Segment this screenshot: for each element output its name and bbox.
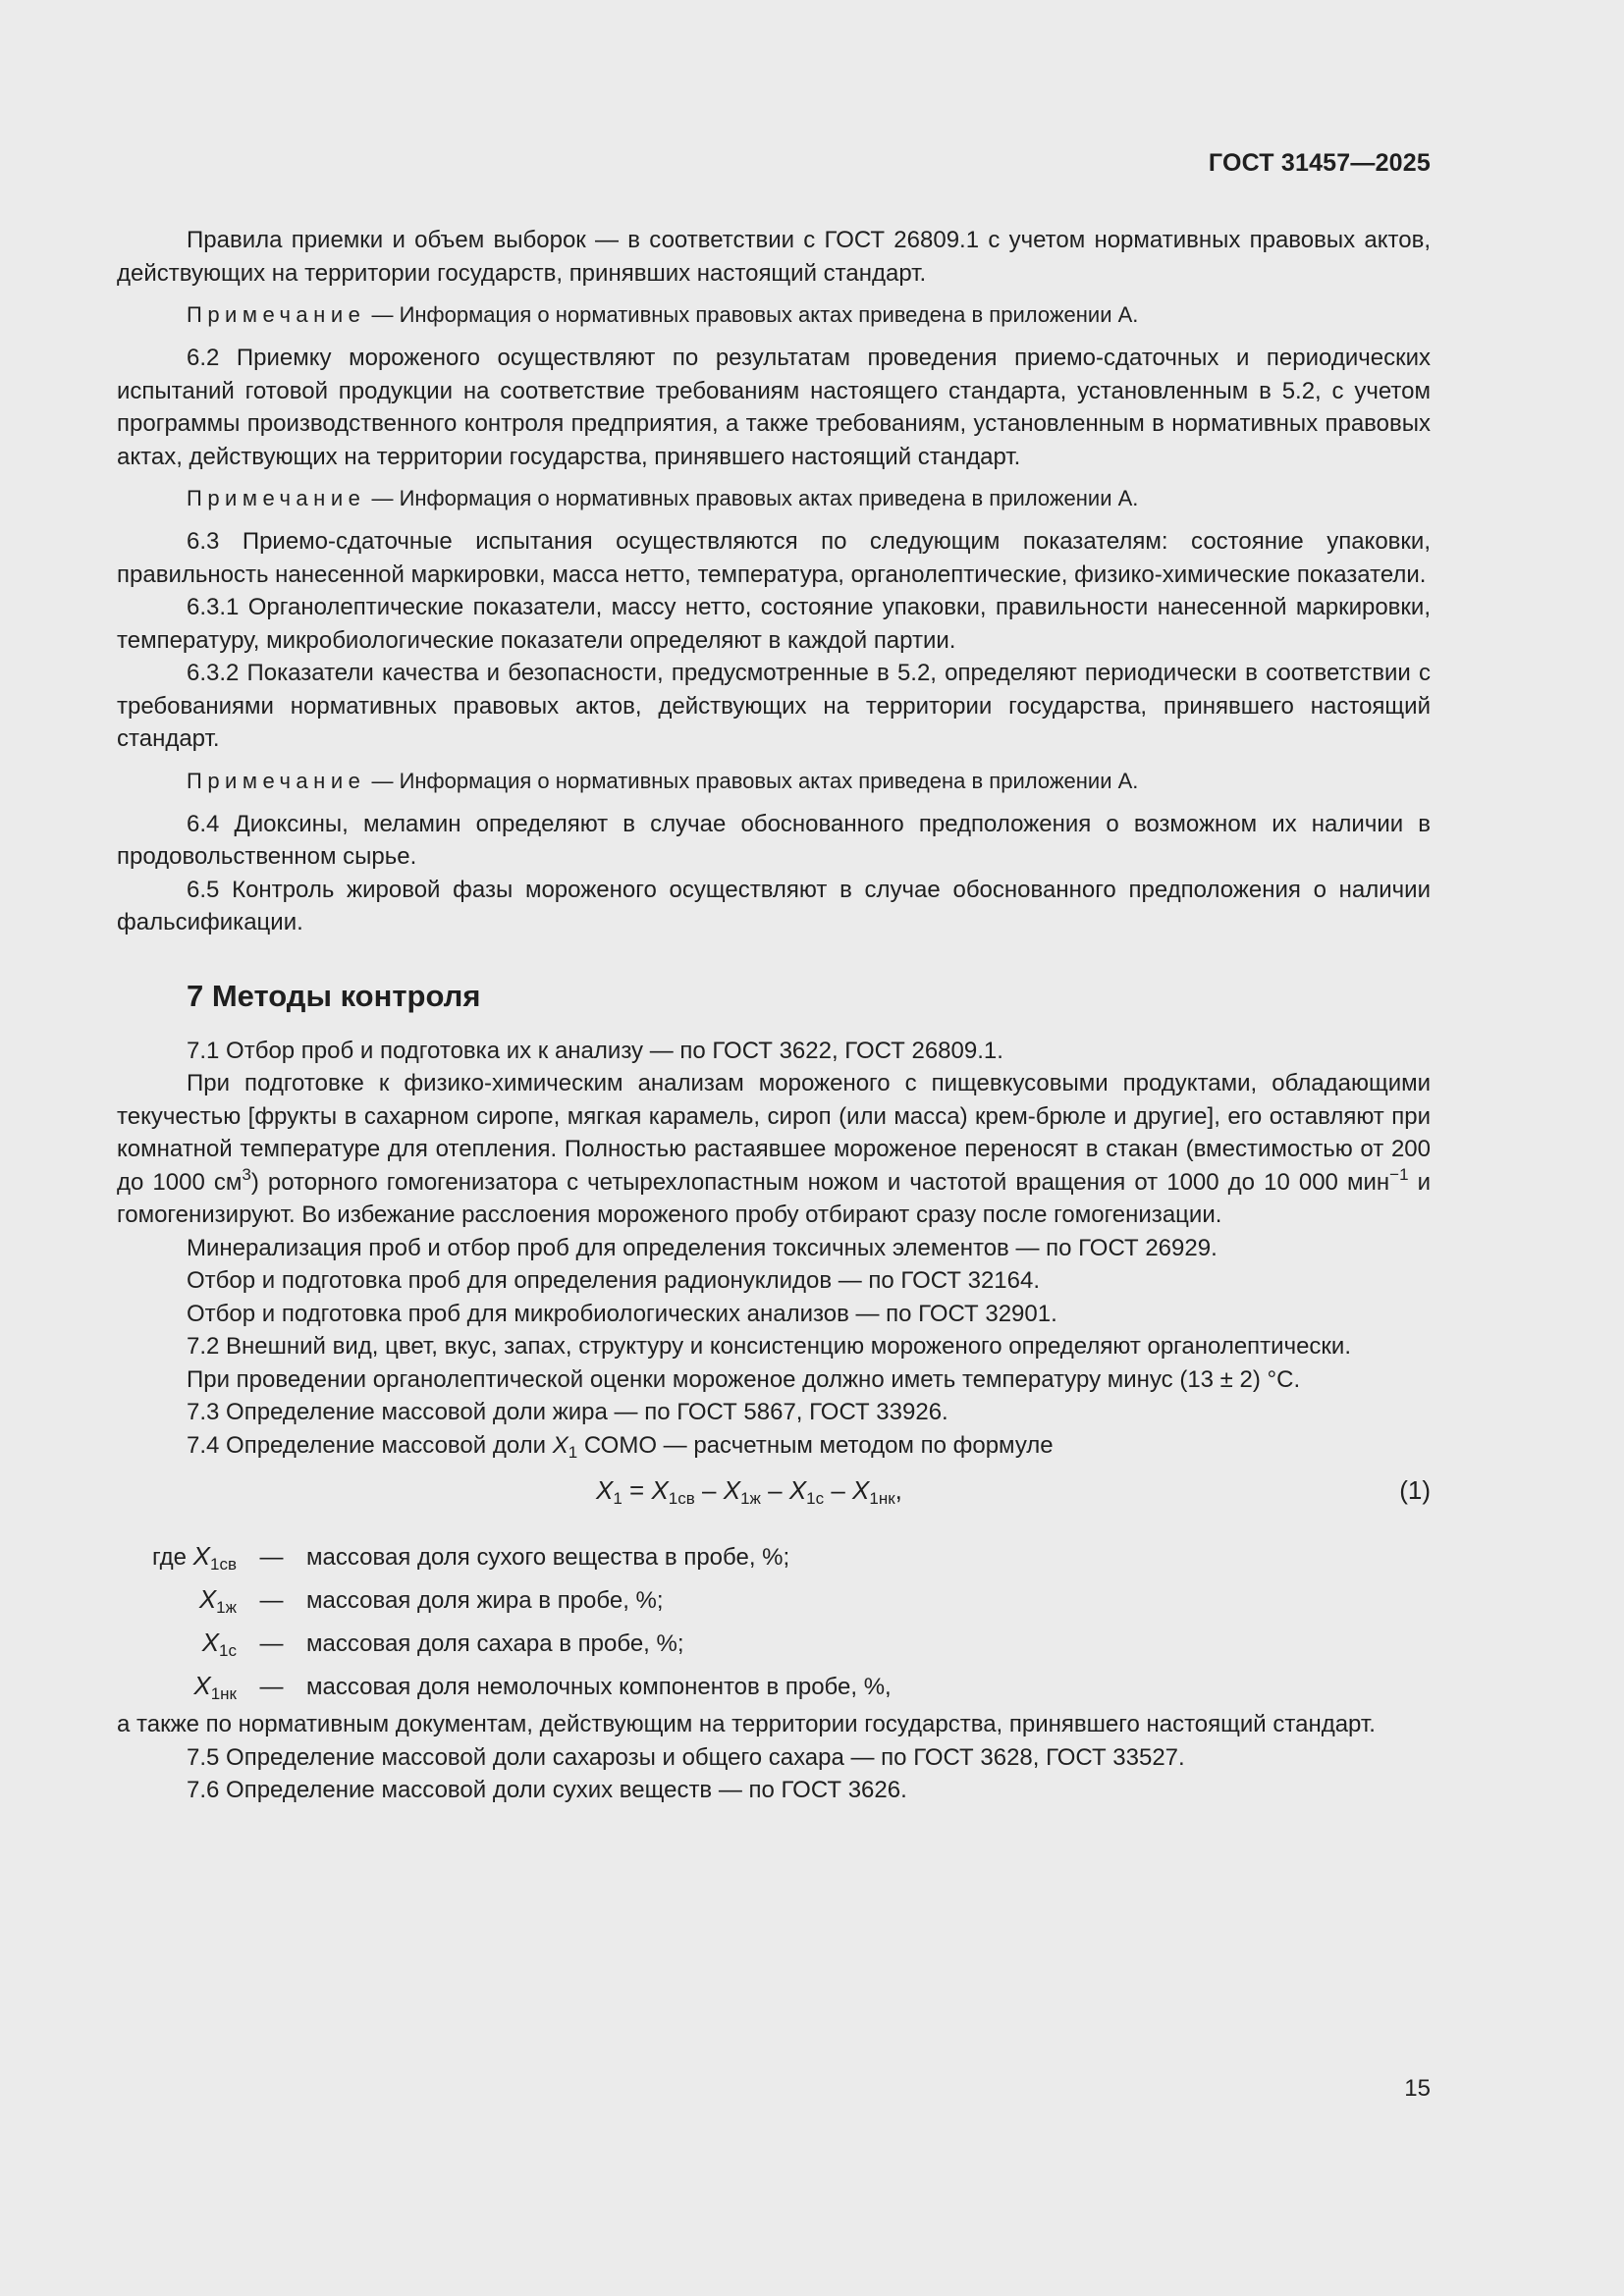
acceptance-rules-paragraph: Правила приемки и объем выборок — в соответствии с ГОСТ 26809.1 с учетом нормативных правовых актов, действующих на территории государств, принявших настоящий стандарт. [117, 227, 1431, 287]
legend-row [117, 1535, 892, 1578]
formula-term: X [651, 1475, 669, 1505]
legend-subscript: 1нк [210, 1684, 237, 1703]
legend-subscript: 1с [219, 1641, 237, 1660]
sample-preparation-paragraph [117, 1067, 1431, 1232]
legend-dash: — [259, 1587, 284, 1614]
formula-legend [117, 1535, 892, 1708]
legend-row [117, 1578, 892, 1622]
legend-text: массовая доля сухого вещества в пробе, %; [306, 1544, 790, 1571]
mineralization-paragraph: Минерализация проб и отбор проб для определения токсичных элементов — по ГОСТ 26929. [187, 1234, 1218, 1261]
formula-row [117, 1474, 1431, 1514]
p7-4-text-a: 7.4 Определение массовой доли [187, 1431, 553, 1459]
note-label: Примечание [187, 486, 366, 510]
note-text: — Информация о нормативных правовых актах приведена в приложении А. [365, 486, 1139, 510]
paragraph-6-2: 6.2 Приемку мороженого осуществляют по результатам проведения приемо-сдаточных и периодических испытаний готовой продукции на соответствие требованиям настоящего стандарта, установленным в 5.2, с учетом программы производственного контроля предприятия, а также требованиям, установленным в нормативных правовых актах, действующих на территории государства, принявшего настоящий стандарт. [117, 345, 1431, 470]
formula-term: X [788, 1475, 807, 1505]
prep-text-c: и гомогенизируют. Во избежание расслоения мороженого пробу отбирают сразу после гомогенизации. [117, 1168, 1432, 1228]
paragraph-7-4 [117, 1429, 1431, 1463]
formula-lhs: X [596, 1475, 614, 1505]
legend-variable: X [193, 1671, 211, 1700]
legend-text: массовая доля немолочных компонентов в пробе, %, [306, 1674, 892, 1700]
legend-row [117, 1665, 892, 1708]
legend-row [117, 1622, 892, 1665]
formula-term-sub: 1св [668, 1489, 695, 1508]
radionuclides-paragraph: Отбор и подготовка проб для определения радионуклидов — по ГОСТ 32164. [187, 1267, 1041, 1294]
paragraph-7-5: 7.5 Определение массовой доли сахарозы и общего сахара — по ГОСТ 3628, ГОСТ 33527. [187, 1743, 1185, 1771]
paragraph-7-6: 7.6 Определение массовой доли сухих веществ — по ГОСТ 3626. [187, 1777, 907, 1803]
cubic-superscript: 3 [242, 1164, 251, 1184]
note [117, 766, 1431, 796]
also-paragraph: а также по нормативным документам, действующим на территории государства, принявшего настоящий стандарт. [117, 1711, 1376, 1737]
formula-term-sub: 1нк [869, 1489, 895, 1508]
page-body [117, 224, 1431, 1807]
paragraph-6-3: 6.3 Приемо-сдаточные испытания осуществляются по следующим показателям: состояние упаковки, правильность нанесенной маркировки, масса нетто, температура, органолептические, физико-химические показатели. [117, 528, 1431, 588]
document-header: ГОСТ 31457—2025 [1208, 149, 1431, 177]
formula-1: $X_1 = X_{1св} - X_{1ж} - X_{1с} - X_{1нк}$, [596, 1475, 902, 1508]
paragraph-6-3-2: 6.3.2 Показатели качества и безопасности, предусмотренные в 5.2, определяют периодически в соответствии с требованиями нормативных правовых актов, действующих на территории государства, принявшего настоящий стандарт. [117, 660, 1431, 752]
prep-text-a: При подготовке к физико-химическим анализам мороженого с пищевкусовыми продуктами, обладающими текучестью [фрукты в сахарном сиропе, мягкая карамель, сироп (или масса) крем-брюле и другие], его оставляют при комнатной температуре для отепления. Полностью растаявшее мороженое переносят в стакан (вместимостью от 200 до 1000 см [117, 1070, 1431, 1196]
legend-subscript: 1св [210, 1555, 237, 1574]
formula-number: (1) [1399, 1475, 1431, 1505]
paragraph-7-2: 7.2 Внешний вид, цвет, вкус, запах, структуру и консистенцию мороженого определяют органолептически. [187, 1333, 1351, 1360]
note [117, 299, 1431, 330]
paragraph-6-4: 6.4 Диоксины, меламин определяют в случае обоснованного предположения о возможном их наличии в продовольственном сырье. [117, 810, 1431, 870]
legend-text: массовая доля сахара в пробе, %; [306, 1630, 684, 1657]
legend-dash: — [259, 1674, 284, 1700]
section-7-title: 7 Методы контроля [187, 978, 481, 1013]
formula-term-sub: 1с [806, 1489, 825, 1508]
variable-subscript: 1 [568, 1442, 578, 1462]
legend-dash: — [259, 1630, 284, 1657]
note-text: — Информация о нормативных правовых актах приведена в приложении А. [365, 302, 1139, 327]
legend-subscript: 1ж [216, 1598, 237, 1617]
legend-dash: — [259, 1544, 284, 1571]
paragraph-7-1: 7.1 Отбор проб и подготовка их к анализу — по ГОСТ 3622, ГОСТ 26809.1. [187, 1037, 1003, 1064]
note [117, 483, 1431, 513]
page-number: 15 [1404, 2075, 1431, 2102]
legend-variable: X [198, 1584, 217, 1614]
prep-text-b: ) роторного гомогенизатора с четырехлопастным ножом и частотой вращения от 1000 до 10 000 мин [250, 1168, 1390, 1196]
paragraph-6-3-1: 6.3.1 Органолептические показатели, массу нетто, состояние упаковки, правильности нанесенной маркировки, температуру, микробиологические показатели определяют в каждой партии. [117, 594, 1431, 654]
legend-variable: X [201, 1628, 220, 1657]
legend-text: массовая доля жира в пробе, %; [306, 1587, 664, 1614]
paragraph-7-3: 7.3 Определение массовой доли жира — по ГОСТ 5867, ГОСТ 33926. [187, 1399, 948, 1425]
note-text: — Информация о нормативных правовых актах приведена в приложении А. [365, 768, 1139, 793]
formula-lhs-sub: 1 [613, 1489, 623, 1508]
note-label: Примечание [187, 768, 366, 793]
rpm-superscript: −1 [1389, 1164, 1409, 1184]
temperature-paragraph: При проведении органолептической оценки мороженое должно иметь температуру минус (13 ± 2) °С. [187, 1365, 1301, 1393]
variable: X [552, 1431, 568, 1459]
formula-term-sub: 1ж [740, 1489, 761, 1508]
legend-variable: X [192, 1541, 210, 1571]
formula-term: X [852, 1475, 870, 1505]
microbiology-paragraph: Отбор и подготовка проб для микробиологических анализов — по ГОСТ 32901. [187, 1300, 1057, 1327]
formula-term: X [723, 1475, 741, 1505]
paragraph-6-5: 6.5 Контроль жировой фазы мороженого осуществляют в случае обоснованного предположения о наличии фальсификации. [117, 876, 1431, 935]
note-label: Примечание [187, 302, 366, 327]
where-word: где [151, 1544, 193, 1571]
p7-4-text-b: СОМО — расчетным методом по формуле [577, 1431, 1054, 1459]
